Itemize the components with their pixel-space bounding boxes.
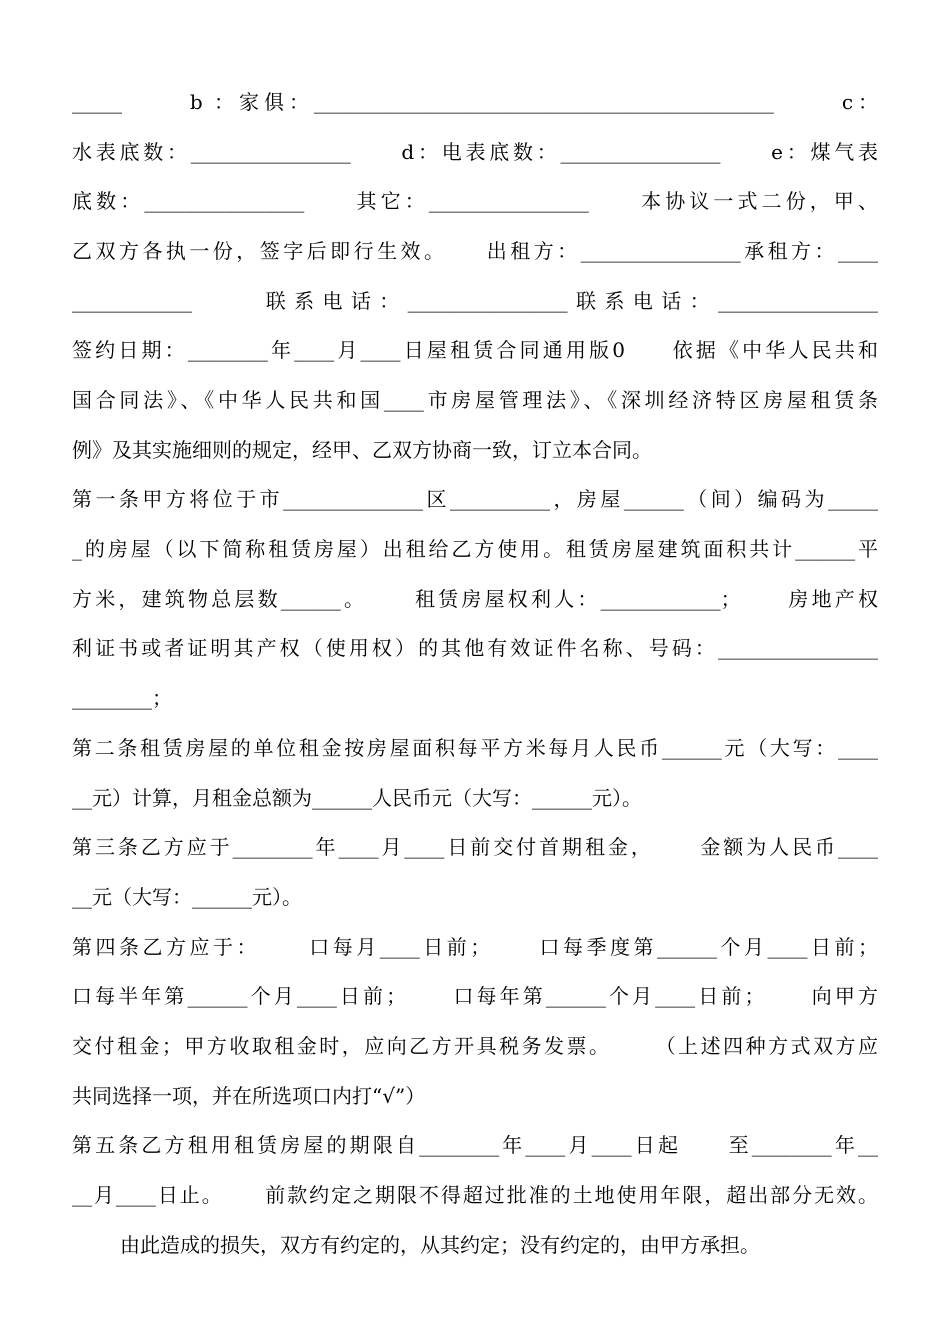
text-line: _的房屋（以下简称租赁房屋）出租给乙方使用。租赁房屋建筑面积共计______平 bbox=[72, 537, 878, 561]
text-line: 第五条乙方租用租赁房屋的期限自________年____月____日起 至________年__ bbox=[72, 1133, 878, 1157]
text-line: 签约日期：________年____月____日屋租赁合同通用版0 依据《中华人民共和 bbox=[72, 338, 878, 362]
text-line: ________； bbox=[72, 686, 172, 710]
text-line: __元）计算，月租金总额为______人民币元（大写：______元）。 bbox=[72, 786, 642, 810]
text-line: 共同选择一项，并在所选项口内打“√”） bbox=[72, 1084, 426, 1108]
text-line: 例》及其实施细则的规定，经甲、乙双方协商一致，订立本合同。 bbox=[72, 438, 652, 462]
text-line: __元（大写：______元）。 bbox=[72, 885, 302, 909]
text-line: 第一条甲方将位于市______________区__________，房屋______（间）编码为_____ bbox=[72, 487, 878, 511]
text-line: 乙双方各执一份，签字后即行生效。 出租方：________________承租方：____ bbox=[72, 239, 878, 263]
text-line: 第四条乙方应于： 口每月____日前； 口每季度第______个月____日前； bbox=[72, 935, 878, 959]
text-line: 方米，建筑物总层数______。 租赁房屋权利人：____________； 房地产权 bbox=[72, 587, 878, 611]
text-line: 底数：________________ 其它：________________ 本协议一式二份，甲、 bbox=[72, 189, 878, 213]
text-line: _____ b ：家俱：______________________________________________ c： bbox=[72, 90, 878, 114]
text-line: 由此造成的损失，双方有约定的，从其约定；没有约定的，由甲方承担。 bbox=[120, 1233, 760, 1257]
text-line: 第三条乙方应于________年____月____日前交付首期租金， 金额为人民币____ bbox=[72, 835, 878, 859]
text-line: 水表底数：________________ d：电表底数：________________ e：煤气表 bbox=[72, 140, 878, 164]
text-line: ____________ 联系电话：________________联系电话：________________ bbox=[72, 289, 878, 313]
text-line: 口每半年第______个月____日前； 口每年第______个月____日前； 向甲方 bbox=[72, 984, 878, 1008]
text-line: __月____日止。 前款约定之期限不得超过批准的土地使用年限，超出部分无效。 bbox=[72, 1183, 878, 1207]
text-line: 第二条租赁房屋的单位租金按房屋面积每平方米每月人民币______元（大写：____ bbox=[72, 736, 878, 760]
text-line: 利证书或者证明其产权（使用权）的其他有效证件名称、号码：________________ bbox=[72, 636, 878, 660]
text-line: 交付租金；甲方收取租金时，应向乙方开具税务发票。 （上述四种方式双方应 bbox=[72, 1034, 878, 1058]
text-line: 国合同法》、《中华人民共和国____市房屋管理法》、《深圳经济特区房屋租赁条 bbox=[72, 388, 878, 412]
